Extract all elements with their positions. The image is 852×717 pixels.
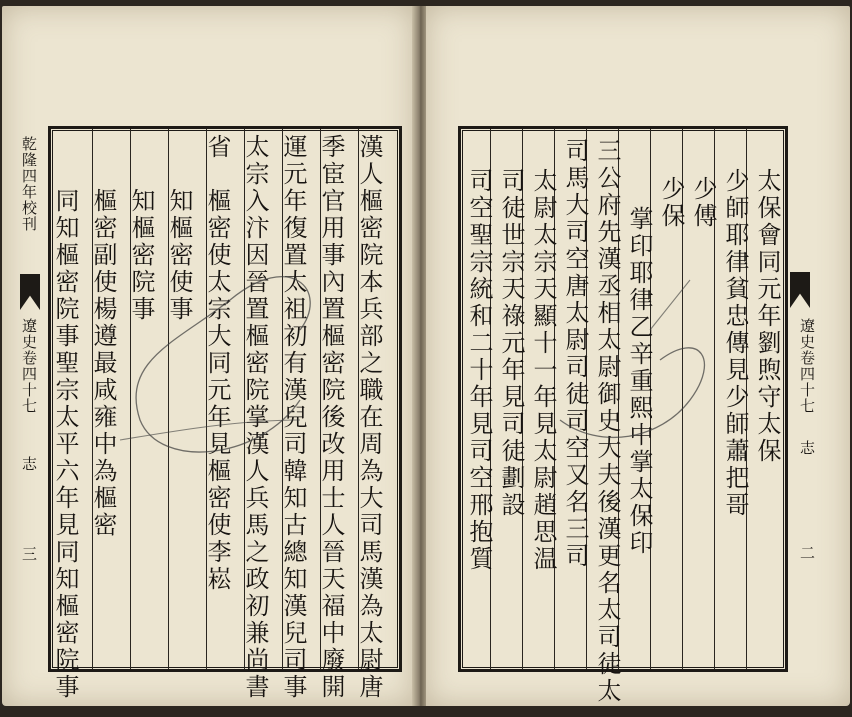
text-column-2: 季宦官用事內置樞密院後改用士人晉天福中廢開 (317, 134, 345, 701)
section-label: 志 (20, 456, 38, 472)
left-page (2, 6, 414, 706)
text-column-r3: 少傅 (689, 176, 717, 230)
text-column-4: 太宗入汴因晉置樞密院掌漢人兵馬之政初兼尚書 (241, 134, 269, 701)
text-column-r8: 太尉太宗天顯十一年見太尉趙思温 (529, 168, 557, 573)
edition-label: 乾隆四年校刊 (20, 136, 38, 232)
margin-section-label: 志 (798, 440, 816, 456)
margin-page-number: 二 (798, 545, 816, 561)
text-column-r1: 太保會同元年劉煦守太保 (753, 168, 781, 465)
text-column-r5: 掌印耶律乙辛重熙中掌太保印 (625, 206, 653, 557)
text-column-5: 省 (203, 134, 231, 161)
text-column-r7: 司馬大司空唐太尉司徒司空又名三司 (561, 138, 589, 570)
page-number: 三 (20, 546, 38, 562)
book-title: 遼史卷四十七 (20, 318, 38, 414)
text-column-8: 知樞密院事 (127, 188, 155, 323)
text-column-9: 樞密副使楊遵最咸雍中為樞密 (89, 188, 117, 539)
text-column-r6: 三公府先漢丞相太尉御史大夫後漢更名太司徒太 (593, 138, 621, 705)
text-column-r9: 司徒世宗天祿元年見司徒劃設 (497, 168, 525, 519)
margin-book-title: 遼史卷四十七 (798, 318, 816, 414)
text-column-1: 漢人樞密院本兵部之職在周為大司馬漢為太尉唐 (355, 134, 383, 701)
text-column-r10: 司空聖宗統和二十年見司空邢抱質 (465, 168, 493, 573)
text-column-r4: 少保 (657, 176, 685, 230)
fishtail-mark (20, 274, 40, 310)
text-column-6: 樞密使太宗大同元年見樞密使李崧 (203, 188, 231, 593)
text-column-10: 同知樞密院事聖宗太平六年見同知樞密院事 (51, 188, 79, 701)
text-column-3: 運元年復置太祖初有漢兒司韓知古總知漢兒司事 (279, 134, 307, 701)
text-column-7: 知樞密使事 (165, 188, 193, 323)
text-column-r2: 少師耶律貧忠傳見少師蕭把哥 (721, 168, 749, 519)
